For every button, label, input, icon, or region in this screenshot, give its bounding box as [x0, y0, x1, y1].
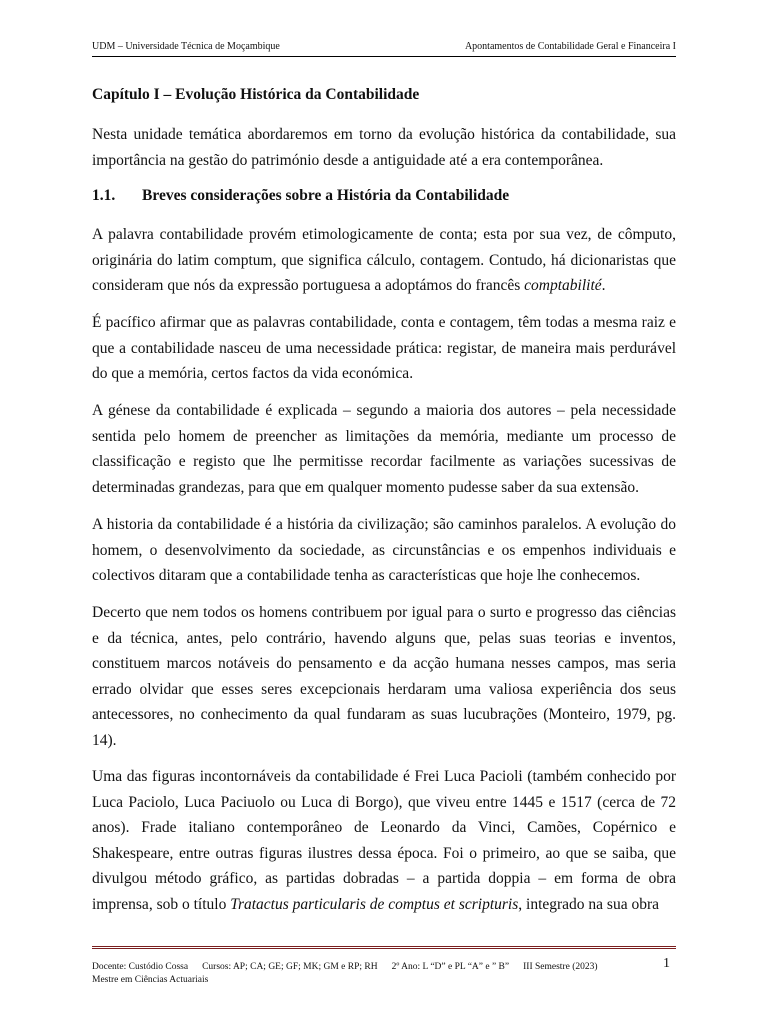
italic-title: Tratactus particularis de comptus et scripturis: [230, 895, 519, 913]
footer-info-line: [92, 961, 598, 974]
chapter-title: Capítulo I – Evolução Histórica da Contabilidade: [92, 86, 420, 103]
paragraph-contributions: Decerto que nem todos os homens contribuem por igual para o surto e progresso das ciências e da técnica, antes, pelo contrário, havendo alguns que, pelas suas teorias e inventos, constituem marcos notáveis do pensamento e da acção humana nesses campos, mas seria errado olvidar que esses seres excepcionais herdaram uma valiosa experiência dos seus antecessores, no conhecimento da qual fundaram as suas lucubrações (Monteiro, 1979, pg. 14).: [92, 604, 676, 749]
page-footer: [92, 946, 676, 993]
paragraph-text: , integrado na sua obra: [518, 895, 660, 913]
header-course-notes: Apontamentos de Contabilidade Geral e Financeira I: [464, 41, 676, 52]
page-header: [92, 40, 676, 57]
section-number: 1.1.: [92, 187, 116, 204]
paragraph-genesis: A génese da contabilidade é explicada – segundo a maioria dos autores – pela necessidade sentida pelo homem de preencher as limitações da memória, mediante um processo de classificação e registo que lhe permitisse recordar facilmente as variações sucessivas de determinadas grandezas, para que em qualquer momento pudesse saber da sua extensão.: [92, 402, 676, 496]
section-title: Breves considerações sobre a História da Contabilidade: [142, 187, 510, 204]
footer-teacher: Docente: Custódio Cossa: [92, 962, 189, 972]
paragraph-pacioli: [92, 764, 676, 917]
footer-year: 2º Ano: L “D” e PL “A” e ” B”: [391, 962, 510, 972]
paragraph-text: Uma das figuras incontornáveis da contabilidade é Frei Luca Pacioli (também conhecido por Luca Paciolo, Luca Paciuolo ou Luca di Borgo), que viveu entre 1445 e 1517 (cerca de 72 anos). Frade italiano contemporâneo de Leonardo da Vinci, Camões, Copérnico e Shakespeare, entre outras figuras ilustres dessa época. Foi o primeiro, ao que se saiba, que divulgou método gráfico, as partidas dobradas – a partida doppia – em forma de obra imprensa, sob o título: [92, 768, 676, 913]
header-institution: UDM – Universidade Técnica de Moçambique: [92, 41, 280, 52]
paragraph-common-root: É pacífico afirmar que as palavras contabilidade, conta e contagem, têm todas a mesma raiz e que a contabilidade nasceu de uma necessidade prática: registar, de maneira mais perdurável do que a memória, certos factos da vida económica.: [92, 314, 676, 382]
page-number: 1: [663, 956, 670, 971]
footer-credential: Mestre em Ciências Actuariais: [92, 975, 209, 985]
section-heading: [92, 187, 509, 205]
footer-semester: III Semestre (2023): [523, 962, 598, 972]
footer-courses: Cursos: AP; CA; GE; GF; MK; GM e RP; RH: [202, 962, 378, 972]
paragraph-etymology: [92, 222, 676, 299]
paragraph-text: .: [601, 277, 606, 294]
intro-paragraph: Nesta unidade temática abordaremos em torno da evolução histórica da contabilidade, sua importância na gestão do património desde a antiguidade até a era contemporânea.: [92, 126, 676, 169]
paragraph-text: A palavra contabilidade provém etimologicamente de conta; esta por sua vez, de cômputo, originária do latim comptum, que significa cálculo, contagem. Contudo, há dicionaristas que consideram que nós da expressão portuguesa a adoptámos do francês: [92, 226, 676, 294]
paragraph-history-civilization: A historia da contabilidade é a história da civilização; são caminhos paralelos. A evolução do homem, o desenvolvimento da sociedade, as circunstâncias e os empenhos individuais e colectivos ditaram que a contabilidade tenha as características que hoje lhe conhecemos.: [92, 516, 676, 584]
italic-term: comptabilité: [524, 277, 602, 294]
